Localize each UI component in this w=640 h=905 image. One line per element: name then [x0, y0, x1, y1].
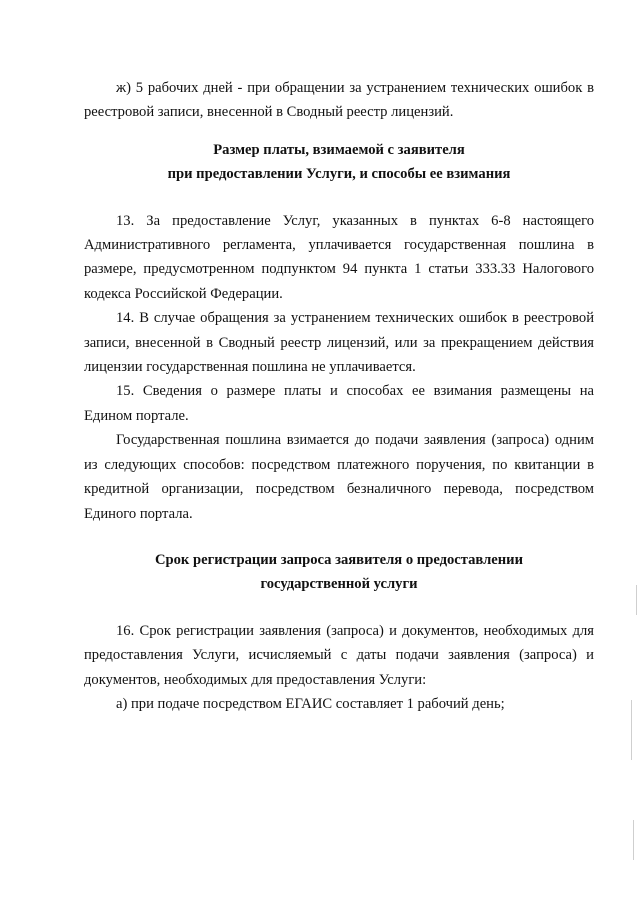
scan-artifact [631, 700, 632, 760]
section-heading-fee-line2: при предоставлении Услуги, и способы ее взимания [167, 166, 511, 183]
spacer [84, 187, 594, 209]
paragraph-13: 13. За предоставление Услуг, указанных в пунктах 6-8 настоящего Административного регламента, уплачивается государственная пошлина в размере, предусмотренном подпунктом 94 пункта 1 статьи 333.33 Налогового кодекса Российской Федерации. [84, 212, 594, 302]
section-heading-fee-line1: Размер платы, взимаемой с заявителя [213, 141, 465, 158]
section-heading-registration-line1: Срок регистрации запроса заявителя о предоставлении [154, 551, 523, 568]
paragraph-15: 15. Сведения о размере платы и способах ее взимания размещены на Едином портале. [84, 383, 594, 424]
section-heading-registration-line2: государственной услуги [260, 576, 418, 593]
spacer [84, 526, 594, 548]
spacer [84, 125, 594, 138]
paragraph-14: 14. В случае обращения за устранением технических ошибок в реестровой записи, внесенной в Сводный реестр лицензий, или за прекращением действия лицензии государственная пошлина не уплачивается. [84, 310, 594, 376]
paragraph-item-zh: ж) 5 рабочих дней - при обращении за устранением технических ошибок в реестровой записи, внесенной в Сводный реестр лицензий. [84, 80, 594, 121]
list-item-a: а) при подаче посредством ЕГАИС составляет 1 рабочий день; [116, 695, 505, 712]
document-page [84, 76, 594, 716]
spacer [84, 597, 594, 619]
scan-artifact [633, 820, 634, 860]
paragraph-16: 16. Срок регистрации заявления (запроса) и документов, необходимых для предоставления Услуги, исчисляемый с даты подачи заявления (запроса) и документов, необходимых для предоставления Услуги: [84, 622, 594, 688]
paragraph-fee-methods: Государственная пошлина взимается до подачи заявления (запроса) одним из следующих способов: посредством платежного поручения, по квитанции в кредитной организации, посредством безналичного перевода, посредством Единого портала. [84, 432, 594, 522]
scan-artifact [636, 585, 637, 615]
